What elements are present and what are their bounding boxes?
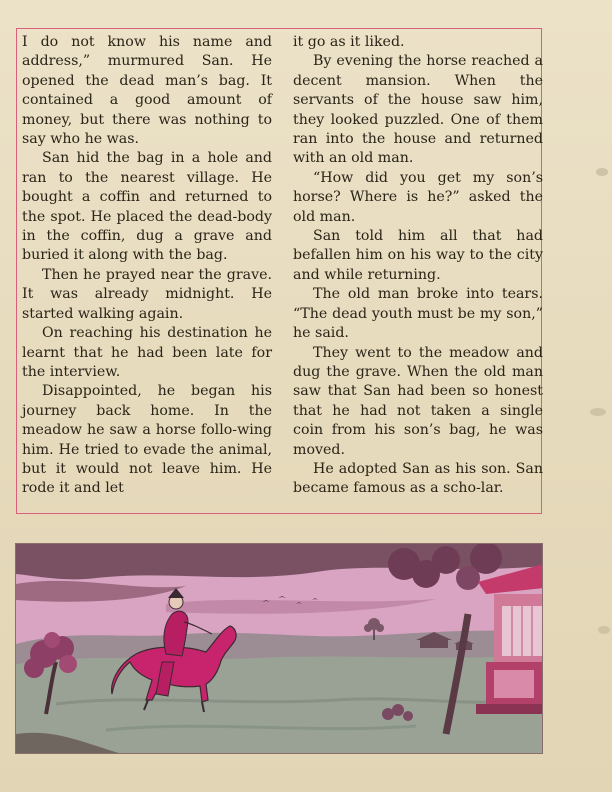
paragraph: Disappointed, he began his journey back home. In the meadow he saw a horse follo-wing him. He tried to evade the animal, but it would not leave him. He rode it and let: [22, 383, 272, 497]
page-stain: [590, 408, 606, 416]
paragraph: They went to the meadow and dug the grave. When the old man saw that San had been so honest that he had not taken a single coin from his son’s bag, he was moved.: [293, 344, 543, 458]
illustration-scene: [16, 544, 543, 754]
page-stain: [596, 168, 608, 176]
illustration-panel: [15, 543, 543, 754]
paragraph: San hid the bag in a hole and ran to the nearest village. He bought a coffin and returned to the spot. He placed the dead-body in the coffin, dug a grave and buried it along with the bag.: [22, 150, 272, 264]
paragraph: The old man broke into tears. “The dead youth must be my son,” he said.: [293, 286, 543, 342]
right-column: [293, 33, 543, 499]
paragraph: I do not know his name and address,” murmured San. He opened the dead man’s bag. It contained a good amount of money, but there was nothing to say who he was.: [22, 34, 272, 148]
meadow: [16, 656, 543, 754]
paragraph: On reaching his destination he learnt that he had been late for the interview.: [22, 325, 272, 380]
paragraph: He adopted San as his son. San became famous as a scho-lar.: [293, 460, 543, 497]
paragraph: San told him all that had befallen him on his way to the city and while returning.: [293, 228, 543, 283]
paragraph: “How did you get my son’s horse? Where is he?” asked the old man.: [293, 169, 543, 225]
paragraph: it go as it liked.: [293, 34, 405, 50]
paragraph: By evening the horse reached a decent mansion. When the servants of the house saw him, they looked puzzled. One of them ran into the house and returned with an old man.: [293, 53, 543, 167]
left-column: [22, 33, 272, 499]
page-stain: [598, 626, 610, 634]
paragraph: Then he prayed near the grave. It was already midnight. He started walking again.: [22, 266, 272, 322]
